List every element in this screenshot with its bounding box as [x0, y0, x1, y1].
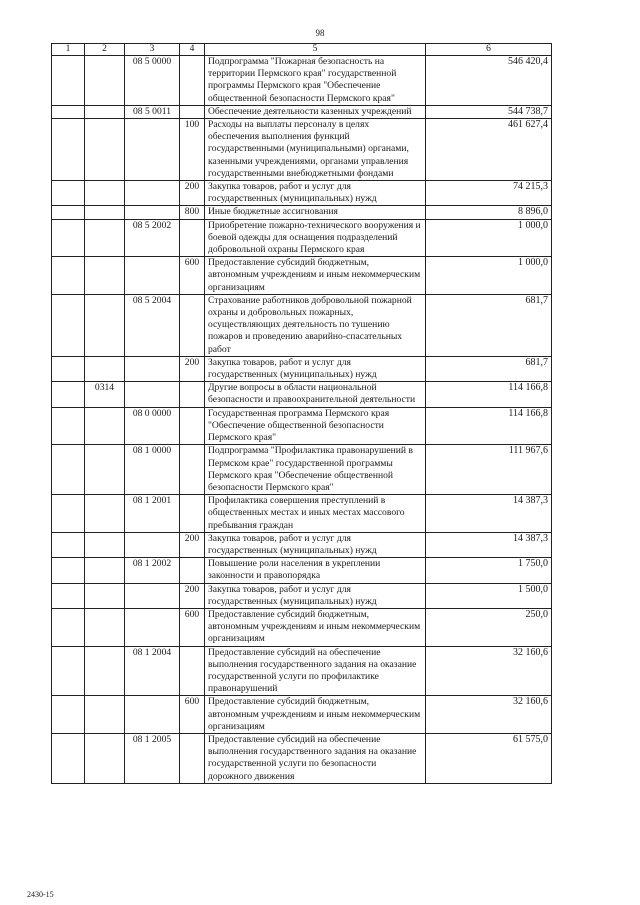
amount-cell: 14 387,3 [426, 532, 552, 557]
target-article-cell [125, 382, 180, 407]
subsection-cell: 0314 [85, 382, 125, 407]
expense-type-cell [180, 445, 205, 495]
table-row [52, 407, 552, 445]
header-col-2: 2 [85, 44, 125, 56]
expense-type-cell [180, 733, 205, 783]
description-cell: Подпрограмма "Профилактика правонарушений в Пермском крае" государственной программы Пермского края "Обеспечение общественной безопасности Пермского края" [205, 445, 426, 495]
expense-type-cell: 800 [180, 206, 205, 219]
amount-cell: 1 500,0 [426, 583, 552, 608]
target-article-cell: 08 5 2002 [125, 219, 180, 257]
subsection-cell [85, 532, 125, 557]
expense-type-cell: 200 [180, 532, 205, 557]
description-cell: Предоставление субсидий бюджетным, автономным учреждениям и иным некоммерческим организациям [205, 257, 426, 295]
target-article-cell [125, 257, 180, 295]
description-cell: Иные бюджетные ассигнования [205, 206, 426, 219]
description-cell: Предоставление субсидий бюджетным, автономным учреждениям и иным некоммерческим организациям [205, 696, 426, 734]
section-cell [52, 407, 85, 445]
section-cell [52, 445, 85, 495]
section-cell [52, 608, 85, 646]
subsection-cell [85, 407, 125, 445]
expense-type-cell: 600 [180, 696, 205, 734]
subsection-cell [85, 119, 125, 181]
amount-cell: 461 627,4 [426, 119, 552, 181]
target-article-cell [125, 206, 180, 219]
description-cell: Предоставление субсидий на обеспечение выполнения государственного задания на оказание государственной услуги по профилактике правонарушений [205, 646, 426, 696]
description-cell: Предоставление субсидий бюджетным, автономным учреждениям и иным некоммерческим организациям [205, 608, 426, 646]
description-cell: Закупка товаров, работ и услуг для государственных (муниципальных) нужд [205, 532, 426, 557]
table-row [52, 646, 552, 696]
subsection-cell [85, 445, 125, 495]
description-cell: Расходы на выплаты персоналу в целях обеспечения выполнения функций государственными (муниципальными) органами, казенными учреждениями, органами управления государственными внебюджетными фондами [205, 119, 426, 181]
subsection-cell [85, 608, 125, 646]
amount-cell: 8 896,0 [426, 206, 552, 219]
section-cell [52, 356, 85, 381]
table-body [52, 56, 552, 784]
amount-cell: 681,7 [426, 294, 552, 356]
section-cell [52, 696, 85, 734]
target-article-cell [125, 608, 180, 646]
description-cell: Обеспечение деятельности казенных учреждений [205, 105, 426, 118]
table-row [52, 495, 552, 533]
amount-cell: 546 420,4 [426, 56, 552, 106]
expense-type-cell [180, 382, 205, 407]
target-article-cell: 08 0 0000 [125, 407, 180, 445]
amount-cell: 1 000,0 [426, 219, 552, 257]
subsection-cell [85, 56, 125, 106]
table-row [52, 294, 552, 356]
table-row [52, 583, 552, 608]
section-cell [52, 646, 85, 696]
target-article-cell: 08 1 2001 [125, 495, 180, 533]
description-cell: Профилактика совершения преступлений в общественных местах и иных местах массового пребывания граждан [205, 495, 426, 533]
amount-cell: 250,0 [426, 608, 552, 646]
page-number: 98 [315, 28, 325, 38]
description-cell: Повышение роли населения в укреплении законности и правопорядка [205, 558, 426, 583]
subsection-cell [85, 105, 125, 118]
target-article-cell: 08 1 0000 [125, 445, 180, 495]
target-article-cell [125, 356, 180, 381]
subsection-cell [85, 356, 125, 381]
section-cell [52, 257, 85, 295]
table-row [52, 206, 552, 219]
target-article-cell: 08 5 2004 [125, 294, 180, 356]
table-row [52, 356, 552, 381]
section-cell [52, 583, 85, 608]
table-row [52, 733, 552, 783]
expense-type-cell [180, 105, 205, 118]
target-article-cell [125, 696, 180, 734]
section-cell [52, 733, 85, 783]
section-cell [52, 105, 85, 118]
description-cell: Предоставление субсидий на обеспечение выполнения государственного задания на оказание государственной услуги по безопасности дорожного движения [205, 733, 426, 783]
target-article-cell [125, 532, 180, 557]
description-cell: Закупка товаров, работ и услуг для государственных (муниципальных) нужд [205, 181, 426, 206]
description-cell: Другие вопросы в области национальной безопасности и правоохранительной деятельности [205, 382, 426, 407]
section-cell [52, 294, 85, 356]
section-cell [52, 119, 85, 181]
table-row [52, 382, 552, 407]
budget-table [51, 43, 552, 784]
target-article-cell [125, 119, 180, 181]
table-row [52, 257, 552, 295]
description-cell: Подпрограмма "Пожарная безопасность на территории Пермского края" государственной программы Пермского края "Обеспечение общественной безопасности Пермского края" [205, 56, 426, 106]
subsection-cell [85, 294, 125, 356]
subsection-cell [85, 257, 125, 295]
header-col-5: 5 [205, 44, 426, 56]
footer-code: 2430-15 [27, 890, 54, 899]
expense-type-cell [180, 56, 205, 106]
header-col-6: 6 [426, 44, 552, 56]
expense-type-cell: 200 [180, 181, 205, 206]
table-row [52, 56, 552, 106]
target-article-cell [125, 583, 180, 608]
expense-type-cell: 100 [180, 119, 205, 181]
description-cell: Страхование работников добровольной пожарной охраны и добровольных пожарных, осуществляющих деятельность по тушению пожаров и проведению аварийно-спасательных работ [205, 294, 426, 356]
amount-cell: 1 750,0 [426, 558, 552, 583]
section-cell [52, 56, 85, 106]
amount-cell: 74 215,3 [426, 181, 552, 206]
expense-type-cell: 200 [180, 356, 205, 381]
amount-cell: 114 166,8 [426, 382, 552, 407]
target-article-cell: 08 5 0000 [125, 56, 180, 106]
table-row [52, 445, 552, 495]
table-row [52, 219, 552, 257]
amount-cell: 32 160,6 [426, 646, 552, 696]
subsection-cell [85, 181, 125, 206]
subsection-cell [85, 696, 125, 734]
amount-cell: 14 387,3 [426, 495, 552, 533]
expense-type-cell: 200 [180, 583, 205, 608]
table-row [52, 558, 552, 583]
amount-cell: 544 738,7 [426, 105, 552, 118]
table-row [52, 105, 552, 118]
expense-type-cell [180, 646, 205, 696]
table-row [52, 696, 552, 734]
section-cell [52, 206, 85, 219]
description-cell: Государственная программа Пермского края "Обеспечение общественной безопасности Пермского края" [205, 407, 426, 445]
target-article-cell [125, 181, 180, 206]
target-article-cell: 08 5 0011 [125, 105, 180, 118]
section-cell [52, 558, 85, 583]
expense-type-cell [180, 407, 205, 445]
section-cell [52, 532, 85, 557]
subsection-cell [85, 733, 125, 783]
target-article-cell: 08 1 2004 [125, 646, 180, 696]
header-col-4: 4 [180, 44, 205, 56]
expense-type-cell [180, 219, 205, 257]
expense-type-cell [180, 558, 205, 583]
expense-type-cell: 600 [180, 608, 205, 646]
amount-cell: 61 575,0 [426, 733, 552, 783]
description-cell: Закупка товаров, работ и услуг для государственных (муниципальных) нужд [205, 356, 426, 381]
section-cell [52, 181, 85, 206]
header-col-3: 3 [125, 44, 180, 56]
subsection-cell [85, 558, 125, 583]
section-cell [52, 382, 85, 407]
target-article-cell: 08 1 2005 [125, 733, 180, 783]
subsection-cell [85, 646, 125, 696]
expense-type-cell [180, 495, 205, 533]
amount-cell: 1 000,0 [426, 257, 552, 295]
target-article-cell: 08 1 2002 [125, 558, 180, 583]
amount-cell: 114 166,8 [426, 407, 552, 445]
section-cell [52, 495, 85, 533]
section-cell [52, 219, 85, 257]
subsection-cell [85, 495, 125, 533]
description-cell: Закупка товаров, работ и услуг для государственных (муниципальных) нужд [205, 583, 426, 608]
amount-cell: 111 967,6 [426, 445, 552, 495]
header-col-1: 1 [52, 44, 85, 56]
table-row [52, 181, 552, 206]
expense-type-cell [180, 294, 205, 356]
subsection-cell [85, 219, 125, 257]
table-row [52, 608, 552, 646]
table-row [52, 119, 552, 181]
subsection-cell [85, 583, 125, 608]
header-row [52, 44, 552, 56]
description-cell: Приобретение пожарно-технического вооружения и боевой одежды для оснащения подразделений добровольной охраны Пермского края [205, 219, 426, 257]
expense-type-cell: 600 [180, 257, 205, 295]
amount-cell: 32 160,6 [426, 696, 552, 734]
subsection-cell [85, 206, 125, 219]
table-row [52, 532, 552, 557]
amount-cell: 681,7 [426, 356, 552, 381]
